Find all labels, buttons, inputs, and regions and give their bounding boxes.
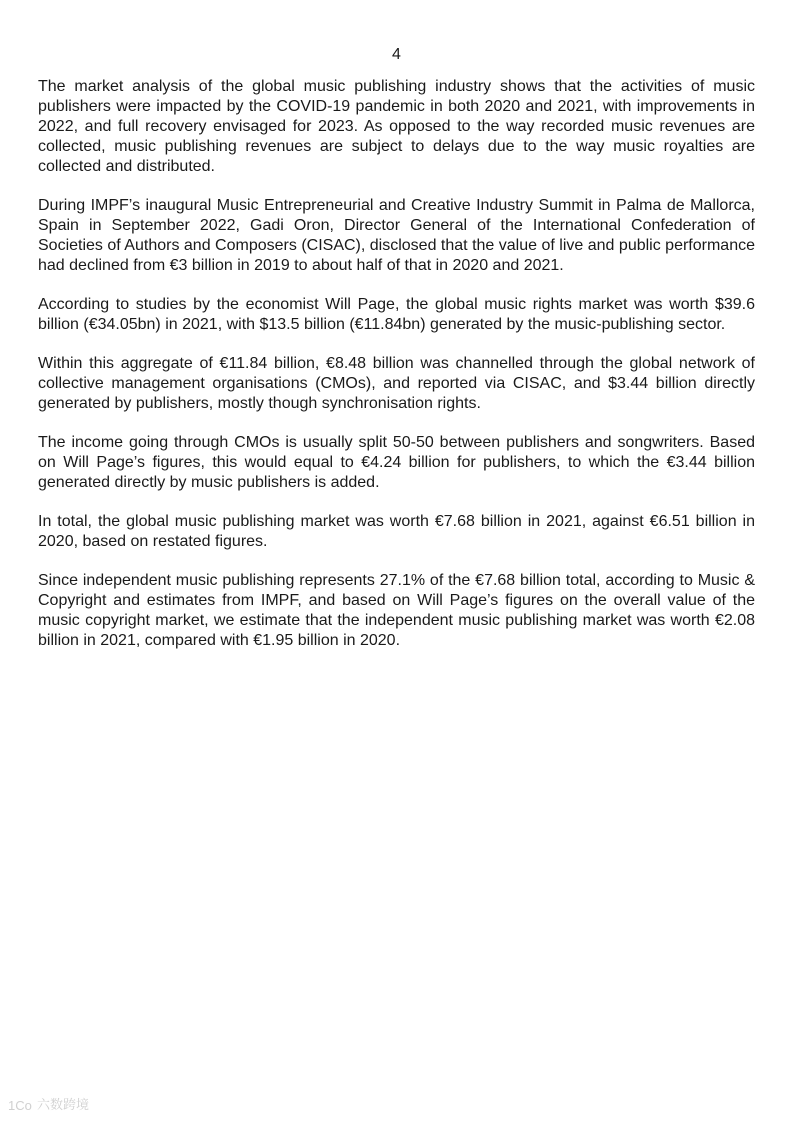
document-body [38,77,755,670]
watermark-logo-text: 1Co [8,1098,32,1113]
paragraph-cmo-split: The income going through CMOs is usually split 50-50 between publishers and songwriters. Based on Will Page’s figures, this would equal to €4.24 billion for publishers, to which the €3.44 billion generated directly by music publishers is added. [38,434,755,491]
page-number: 4 [392,46,401,63]
paragraph-impf-summit: During IMPF’s inaugural Music Entrepreneurial and Creative Industry Summit in Palma de Mallorca, Spain in September 2022, Gadi Oron, Director General of the International Confederation of Societies of Authors and Composers (CISAC), disclosed that the value of live and public performance had declined from €3 billion in 2019 to about half of that in 2020 and 2021. [38,197,755,274]
watermark-logo-icon [8,1097,34,1113]
watermark-text: 六数跨境 [37,1097,90,1112]
paragraph-market-total: In total, the global music publishing market was worth €7.68 billion in 2021, against €6.51 billion in 2020, based on restated figures. [38,513,755,550]
watermark [8,1096,89,1114]
paragraph-independent-share: Since independent music publishing represents 27.1% of the €7.68 billion total, according to Music & Copyright and estimates from IMPF, and based on Will Page’s figures on the overall value of the music copyright market, we estimate that the independent music publishing market was worth €2.08 billion in 2021, compared with €1.95 billion in 2020. [38,572,755,649]
paragraph-will-page-studies: According to studies by the economist Will Page, the global music rights market was worth $39.6 billion (€34.05bn) in 2021, with $13.5 billion (€11.84bn) generated by the music-publishing sector. [38,296,755,333]
paragraph-aggregate-breakdown: Within this aggregate of €11.84 billion, €8.48 billion was channelled through the global network of collective management organisations (CMOs), and reported via CISAC, and $3.44 billion directly generated by publishers, mostly though synchronisation rights. [38,355,755,412]
paragraph-market-analysis: The market analysis of the global music publishing industry shows that the activities of music publishers were impacted by the COVID-19 pandemic in both 2020 and 2021, with improvements in 2022, and full recovery envisaged for 2023. As opposed to the way recorded music revenues are collected, music publishing revenues are subject to delays due to the way music royalties are collected and distributed. [38,78,755,175]
